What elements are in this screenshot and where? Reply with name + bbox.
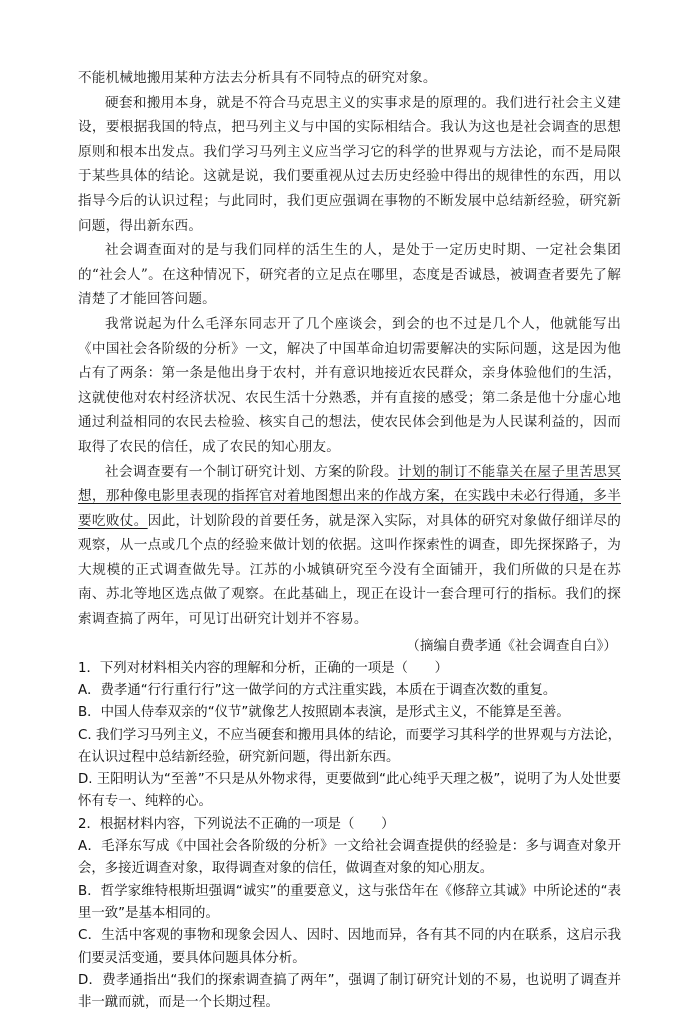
passage-paragraph-1: 硬套和搬用本身，就是不符合马克思主义的实事求是的原理的。我们进行社会主义建设，要根据我国的特点，把马列主义与中国的实际相结合。我认为这也是社会调查的思想原则和根本出发点。我们学习马列主义应当学习它的科学的世界观与方法论，而不是局限于某些具体的结论。这就是说，我们要重视从过去历史经验中得出的规律性的东西，用以指导今后的认识过程；与此同时，我们更应强调在事物的不断发展中总结新经验，研究新问题，得出新东西。 (78, 94, 621, 234)
question-2-option-d: D．费孝通指出“我们的探索调查搞了两年”，强调了制订研究计划的不易，也说明了调查并非一蹴而就，而是一个长期过程。 (78, 972, 621, 1011)
question-2-option-c: C．生活中客观的事物和现象会因人、因时、因地而异，各有其不同的内在联系，这启示我们要灵活变通，要具体问题具体分析。 (78, 928, 621, 966)
question-2 (78, 814, 621, 1014)
question-1 (78, 658, 621, 814)
passage-paragraph-0: 不能机械地搬用某种方法去分析具有不同特点的研究对象。 (78, 70, 437, 86)
passage-paragraph-4-start: 社会调查要有一个制订研究计划、方案的阶段。 (105, 463, 398, 480)
question-1-option-a: A．费孝通“行行重行行”这一做学问的方式注重实践，本质在于调查次数的重复。 (78, 682, 557, 698)
question-2-stem: 2．根据材料内容，下列说法不正确的一项是（ ） (78, 816, 395, 832)
question-1-option-b: B．中国人侍奉双亲的“仪节”就像艺人按照剧本表演，是形式主义，不能算是至善。 (78, 705, 570, 721)
question-2-option-b: B．哲学家维特根斯坦强调“诚实”的重要意义，这与张岱年在《修辞立其诚》中所论述的“表里一致”是基本相同的。 (78, 883, 621, 921)
document-page (78, 66, 621, 1014)
passage-paragraph-3: 我常说起为什么毛泽东同志开了几个座谈会，到会的也不过是几个人，他就能写出《中国社会各阶级的分析》一文，解决了中国革命迫切需要解决的实际问题，这是因为他占有了两条：第一条是他出身于农村，并有意识地接近农民群众，亲身体验他们的生活，这就使他对农村经济状况、农民生活十分熟悉，并有直接的感受；第二条是他十分虚心地通过利益相同的农民去检验、核实自己的想法，使农民体会到他是为人民谋利益的，因而取得了农民的信任，成了农民的知心朋友。 (78, 315, 621, 455)
question-1-stem: 1．下列对材料相关内容的理解和分析，正确的一项是（ ） (78, 660, 449, 676)
source-citation: （摘编自费孝通《社会调查自白》） (406, 637, 617, 654)
question-2-option-a: A．毛泽东写成《中国社会各阶级的分析》一文给社会调查提供的经验是：多与调查对象开会，多接近调查对象，取得调查对象的信任，做调查对象的知心朋友。 (78, 839, 621, 877)
passage-paragraph-2: 社会调查面对的是与我们同样的活生生的人，是处于一定历史时期、一定社会集团的“社会人”。在这种情况下，研究者的立足点在哪里，态度是否诚恳，被调查者要先了解清楚了才能回答问题。 (78, 242, 621, 308)
question-section (78, 658, 621, 1014)
question-1-option-c: C. 我们学习马列主义，不应当硬套和搬用具体的结论，而要学习其科学的世界观与方法论，在认识过程中总结新经验，研究新问题，得出新东西。 (78, 727, 621, 765)
question-1-option-d: D. 王阳明认为“至善”不只是从外物求得，更要做到“此心纯乎天理之极”，说明了为人处世要怀有专一、纯粹的心。 (78, 772, 621, 810)
underlined-sentence: 计划的制订不能靠关在屋子里苦思冥想，那种像电影里表现的指挥官对着地图想出来的作战方案，在实践中未必行得通，多半要吃败仗。 (78, 463, 621, 529)
passage-paragraph-4-end: 因此，计划阶段的首要任务，就是深入实际，对具体的研究对象做仔细详尽的观察，从一点或几个点的经验来做计划的依据。这叫作探索性的调查，即先探探路子，为大规模的正式调查做先导。江苏的小城镇研究至今没有全面铺开，我们所做的只是在苏南、苏北等地区选点做了观察。在此基础上，现正在设计一套合理可行的指标。我们的探索调查搞了两年，可见订出研究计划并不容易。 (78, 512, 621, 628)
reading-passage (78, 66, 621, 658)
passage-paragraph-4 (78, 460, 621, 632)
